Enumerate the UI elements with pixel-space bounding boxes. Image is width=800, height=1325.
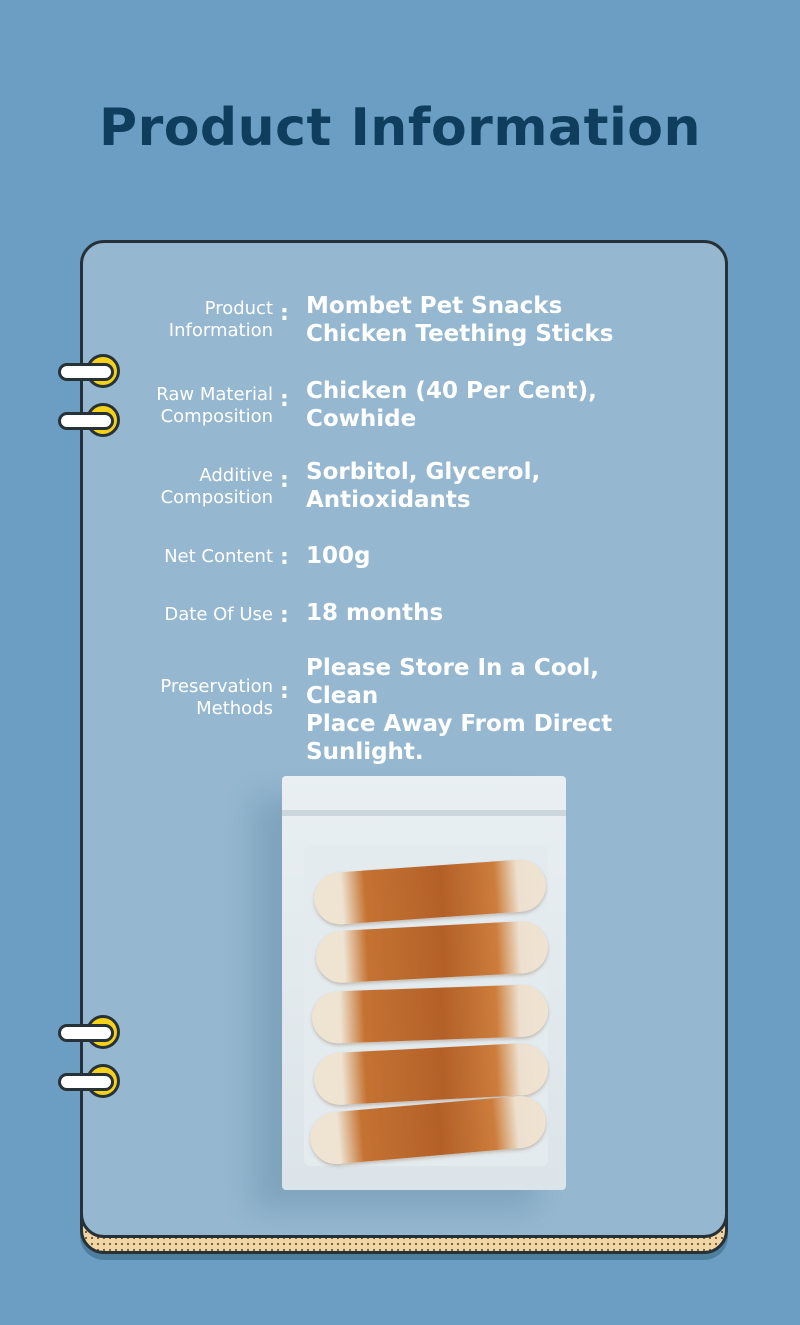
info-label: Product Information <box>168 298 273 341</box>
page-title: Product Information <box>98 98 702 158</box>
binder-ring-icon <box>58 1064 122 1100</box>
info-separator: : <box>280 545 289 570</box>
info-separator: : <box>280 301 289 326</box>
chicken-stick <box>315 920 549 984</box>
info-separator: : <box>280 468 289 493</box>
chicken-stick <box>308 1094 548 1166</box>
bag-zipper <box>282 810 566 816</box>
ring-bar <box>58 1073 114 1091</box>
chicken-teething-sticks-bag-image <box>282 776 566 1190</box>
info-label: Preservation Methods <box>160 676 273 719</box>
info-value: 100g <box>306 543 371 569</box>
info-label: Date Of Use <box>164 604 273 625</box>
binder-ring-icon <box>58 1015 122 1051</box>
bag-window <box>304 846 548 1166</box>
info-value: Mombet Pet Snacks Chicken Teething Sticks <box>306 293 614 347</box>
info-separator: : <box>280 387 289 412</box>
info-value: 18 months <box>306 600 444 626</box>
chicken-stick <box>312 858 547 926</box>
ring-bar <box>58 1024 114 1042</box>
info-value: Please Store In a Cool, Clean Place Away From Direct Sunlight. <box>306 655 613 765</box>
info-separator: : <box>280 603 289 628</box>
info-label: Additive Composition <box>160 465 273 508</box>
info-value: Chicken (40 Per Cent), Cowhide <box>306 378 597 432</box>
ring-bar <box>58 363 114 381</box>
info-separator: : <box>280 679 289 704</box>
info-label: Raw Material Composition <box>156 384 273 427</box>
info-value: Sorbitol, Glycerol, Antioxidants <box>306 459 541 513</box>
info-label: Net Content <box>164 546 273 567</box>
chicken-stick <box>311 984 549 1044</box>
